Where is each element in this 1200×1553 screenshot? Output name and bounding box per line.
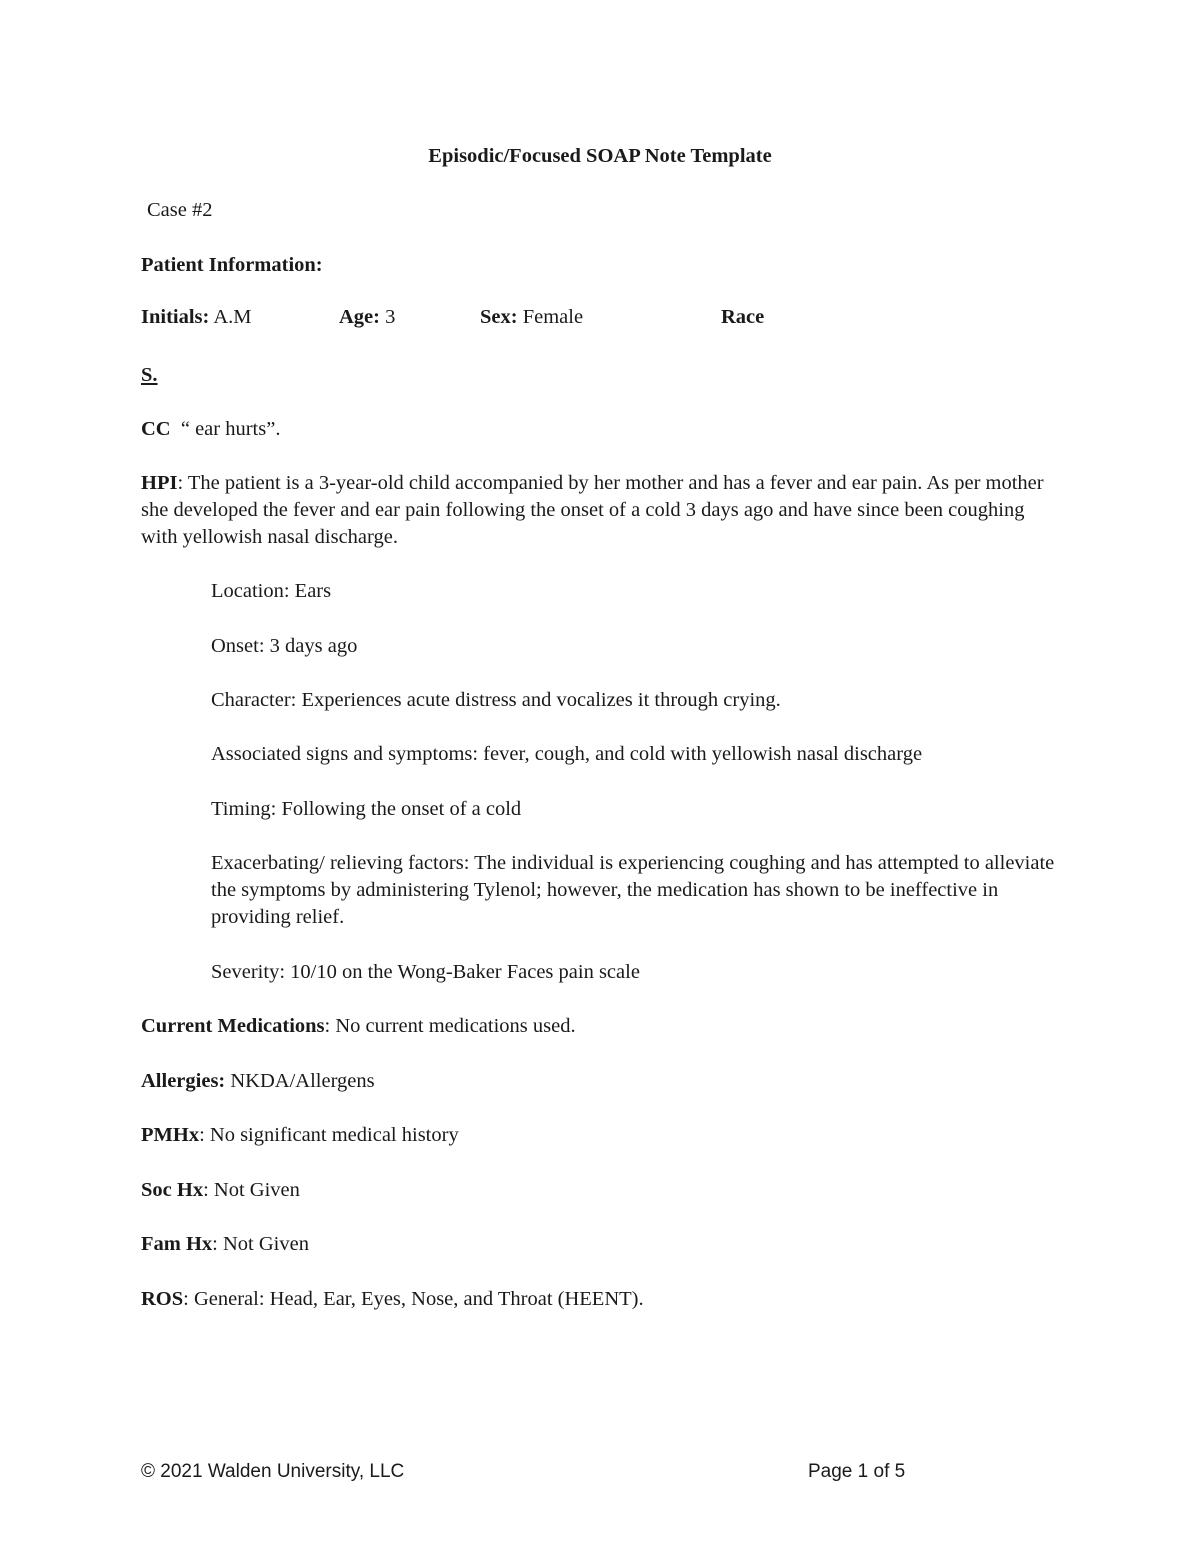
hpi-character: Character: Experiences acute distress and vocalizes it through crying.	[211, 689, 781, 711]
hpi-label: HPI	[141, 472, 178, 494]
hpi-severity: Severity: 10/10 on the Wong-Baker Faces pain scale	[211, 961, 640, 983]
initials-label: Initials:	[141, 306, 210, 328]
cc-value: “ ear hurts”.	[180, 418, 281, 440]
soc-hx-line	[141, 1177, 300, 1204]
soc-hx-value: : Not Given	[203, 1179, 300, 1201]
patient-info-heading: Patient Information:	[141, 254, 323, 276]
race-label: Race	[721, 306, 765, 328]
allergies-value: NKDA/Allergens	[225, 1070, 375, 1092]
pmhx-label: PMHx	[141, 1124, 200, 1146]
document-title: Episodic/Focused SOAP Note Template	[428, 145, 772, 167]
footer-page-number: Page 1 of 5	[808, 1461, 906, 1482]
initials-value: A.M	[213, 306, 252, 328]
soc-hx-label: Soc Hx	[141, 1179, 204, 1201]
hpi-location: Location: Ears	[211, 580, 332, 602]
age-label: Age:	[339, 306, 380, 328]
hpi-timing: Timing: Following the onset of a cold	[211, 798, 522, 820]
age-field	[339, 306, 395, 329]
fam-hx-value: : Not Given	[212, 1233, 309, 1255]
pmhx-value: : No significant medical history	[199, 1124, 459, 1146]
ros-value: : General: Head, Ear, Eyes, Nose, and Throat (HEENT).	[183, 1288, 644, 1310]
current-medications-label: Current Medications	[141, 1015, 325, 1037]
ros-label: ROS	[141, 1288, 184, 1310]
case-number: Case #2	[147, 199, 213, 221]
sex-label: Sex:	[480, 306, 518, 328]
cc-line	[141, 416, 280, 443]
age-value: 3	[385, 306, 396, 328]
allergies-label: Allergies:	[141, 1070, 226, 1092]
hpi-paragraph	[141, 470, 1061, 551]
hpi-onset: Onset: 3 days ago	[211, 635, 358, 657]
footer-copyright: © 2021 Walden University, LLC	[141, 1461, 405, 1482]
ros-line	[141, 1286, 644, 1313]
fam-hx-line	[141, 1231, 309, 1258]
cc-label: CC	[141, 418, 171, 440]
section-s-heading: S.	[141, 364, 158, 386]
allergies-line	[141, 1068, 375, 1095]
sex-value: Female	[522, 306, 584, 328]
current-medications-line	[141, 1013, 576, 1040]
hpi-associated-symptoms: Associated signs and symptoms: fever, cough, and cold with yellowish nasal discharge	[211, 743, 923, 765]
fam-hx-label: Fam Hx	[141, 1233, 213, 1255]
initials-field	[141, 306, 252, 329]
current-medications-value: : No current medications used.	[324, 1015, 576, 1037]
pmhx-line	[141, 1122, 459, 1149]
hpi-exacerbating-relieving: Exacerbating/ relieving factors: The individual is experiencing coughing and has attempted to alleviate the symptoms by administering Tylenol; however, the medication has shown to be ineffective in providing relief.	[211, 852, 1055, 928]
sex-field	[480, 306, 583, 329]
hpi-text: : The patient is a 3-year-old child accompanied by her mother and has a fever and ear pain. As per mother she developed the fever and ear pain following the onset of a cold 3 days ago and have since been coughing with yellowish nasal discharge.	[141, 472, 1044, 548]
